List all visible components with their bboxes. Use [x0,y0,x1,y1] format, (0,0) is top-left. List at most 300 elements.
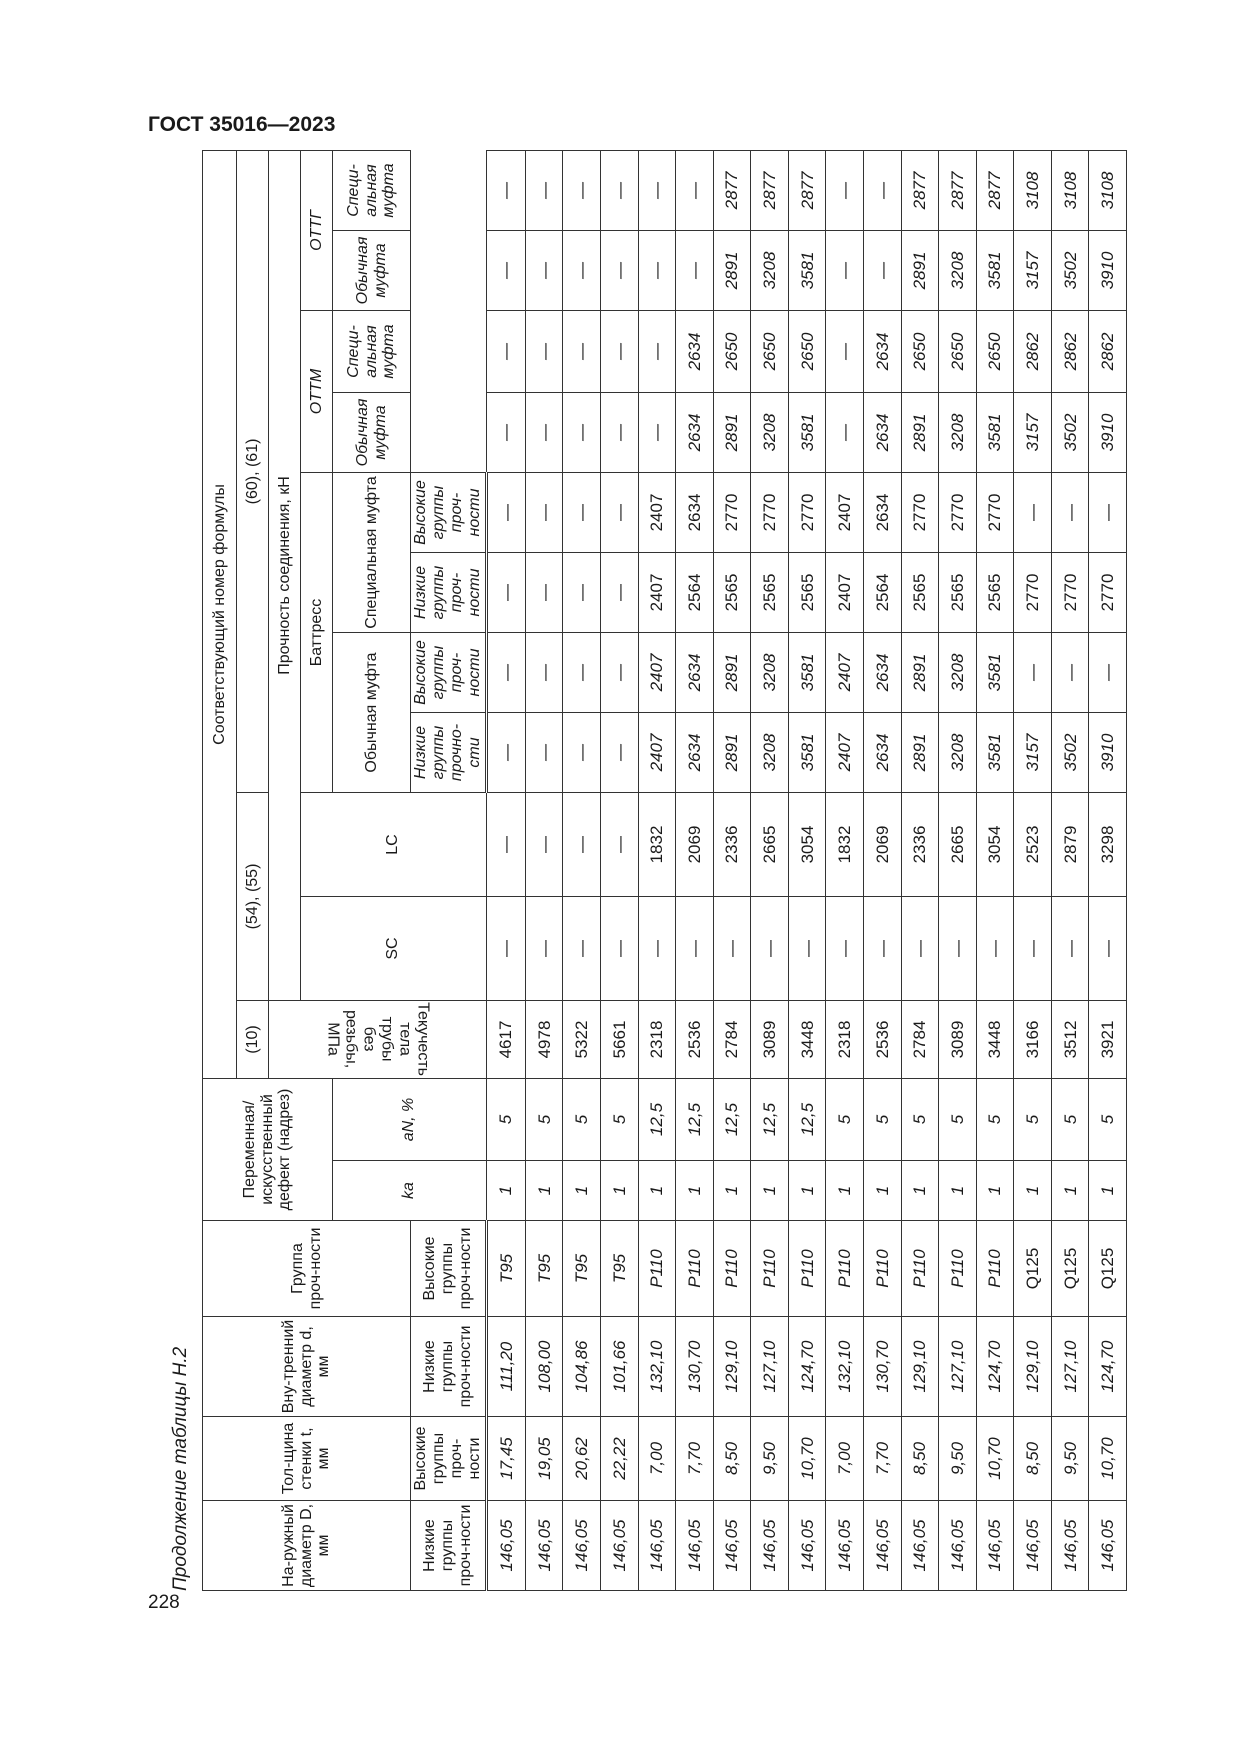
table-cell: 5 [486,1078,525,1160]
col-strength-group: Группа проч-ности [203,1221,411,1317]
table-cell: — [826,230,864,310]
table-cell: 19,05 [525,1417,563,1501]
col-an: aN, % [333,1078,487,1160]
table-cell: 2891 [713,632,751,712]
table-cell: P110 [638,1221,676,1317]
table-cell: 3921 [1089,1000,1127,1078]
col-ottg-regular-low: Низкие группы проч-ности [411,552,487,632]
table-cell: — [676,230,714,310]
table-cell: — [563,896,601,1000]
yield-label: Текучесть тела трубы без резьбы, МПа [324,1002,432,1076]
table-cell: 3502 [1051,712,1089,792]
table-cell: 2891 [713,230,751,310]
table-cell: 2879 [1051,792,1089,896]
table-cell: — [525,310,563,392]
table-cell: 2665 [751,792,789,896]
table-cell: 2770 [976,472,1014,552]
table-cell: 7,70 [863,1417,901,1501]
table-cell: 1 [826,1161,864,1221]
table-cell: T95 [525,1221,563,1317]
table-cell: 2336 [713,792,751,896]
table-cell: — [1014,896,1052,1000]
table-cell: 12,5 [751,1078,789,1160]
table-row [1089,150,1127,1590]
table-cell: 2650 [939,310,977,392]
table-cell: 146,05 [676,1501,714,1591]
table-cell: 5322 [563,1000,601,1078]
table-cell: 2862 [1014,310,1052,392]
table-cell: 130,70 [676,1317,714,1417]
table-cell: 2407 [826,632,864,712]
table-cell: 1 [788,1161,826,1221]
col-sc: SC [301,896,487,1000]
table-cell: — [525,792,563,896]
table-cell: — [563,230,601,310]
table-cell: 3166 [1014,1000,1052,1078]
table-cell: 2565 [901,552,939,632]
table-cell: 129,10 [1014,1317,1052,1417]
table-row [638,150,676,1590]
table-cell: — [601,392,639,472]
table-cell: 2565 [976,552,1014,632]
table-cell: 3089 [939,1000,977,1078]
table-cell: 2634 [863,310,901,392]
table-cell: 9,50 [751,1417,789,1501]
table-cell: 2650 [713,310,751,392]
table-cell: 10,70 [976,1417,1014,1501]
table-cell: 129,10 [901,1317,939,1417]
table-cell: 104,86 [563,1317,601,1417]
table-cell: 111,20 [486,1317,525,1417]
table-cell: — [486,230,525,310]
table-cell: 3448 [788,1000,826,1078]
table-cell: 2564 [676,552,714,632]
table-cell: 1832 [826,792,864,896]
table-cell: 17,45 [486,1417,525,1501]
table-cell: 2634 [863,472,901,552]
table-cell: — [486,712,525,792]
table-cell: 1 [1014,1161,1052,1221]
table-cell: — [1051,472,1089,552]
col-ottg-regular: Обычная муфта [333,230,411,310]
table-cell: 4617 [486,1000,525,1078]
table-cell: 2770 [1051,552,1089,632]
table-cell: 1 [601,1161,639,1221]
col-outer-diameter: На-ружный диаметр D, мм [203,1501,411,1591]
table-row [563,150,601,1590]
table-cell: 5 [939,1078,977,1160]
table-cell: 3910 [1089,392,1127,472]
table-cell: 3208 [751,712,789,792]
table-cell: — [601,896,639,1000]
table-cell: 2407 [826,552,864,632]
col-joint-strength: Прочность соединения, кН [269,150,301,1000]
table-cell: 3581 [788,632,826,712]
col-buttress-regular-low: Низкие группы проч-ности [411,1501,487,1591]
col-wall-thickness: Тол-щина стенки t, мм [203,1417,411,1501]
table-cell: 2770 [1089,552,1127,632]
table-cell: 2634 [863,712,901,792]
table-cell: 3581 [788,392,826,472]
table-cell: 2565 [751,552,789,632]
table-cell: 1 [901,1161,939,1221]
table-cell: — [525,230,563,310]
col-lc: LC [301,792,487,896]
table-cell: 1 [1089,1161,1127,1221]
table-cell: 146,05 [638,1501,676,1591]
table-row [525,150,563,1590]
col-ottg-special: Специ-альная муфта [333,150,411,230]
table-cell: 101,66 [601,1317,639,1417]
table-cell: — [863,230,901,310]
table-cell: 3581 [976,392,1014,472]
table-cell: 146,05 [1089,1501,1127,1591]
table-cell: 2784 [713,1000,751,1078]
table-cell: 108,00 [525,1317,563,1417]
table-cell: — [563,150,601,230]
table-cell: 146,05 [976,1501,1014,1591]
table-cell: P110 [826,1221,864,1317]
table-cell: 2770 [901,472,939,552]
table-cell: — [601,792,639,896]
table-row [826,150,864,1590]
table-cell: — [638,310,676,392]
table-cell: 3157 [1014,230,1052,310]
table-cell: 2318 [826,1000,864,1078]
table-cell: 5 [1051,1078,1089,1160]
table-cell: 2770 [1014,552,1052,632]
table-cell: — [525,392,563,472]
table-cell: 146,05 [486,1501,525,1591]
table-cell: 3208 [939,392,977,472]
table-cell: — [486,392,525,472]
table-cell: 2634 [863,632,901,712]
table-cell: 2565 [713,552,751,632]
table-cell: 146,05 [1014,1501,1052,1591]
table-cell: 3054 [788,792,826,896]
table-cell: 3108 [1014,150,1052,230]
table-cell: 3108 [1051,150,1089,230]
table-row [863,150,901,1590]
col-buttress-special-low: Низкие группы проч-ности [411,1317,487,1417]
table-cell: — [601,632,639,712]
table-cell: — [563,792,601,896]
table-cell: — [676,896,714,1000]
table-cell: — [601,472,639,552]
table-cell: 1 [563,1161,601,1221]
table-cell: 127,10 [939,1317,977,1417]
table-cell: 7,00 [826,1417,864,1501]
table-cell: 1 [486,1161,525,1221]
table-cell: 2770 [751,472,789,552]
table-cell: 1 [863,1161,901,1221]
table-cell: 3910 [1089,230,1127,310]
table-cell: — [601,712,639,792]
col-ottg: ОТТГ [301,150,333,310]
table-cell: 2407 [638,472,676,552]
table-body [486,150,1126,1590]
table-cell: P110 [788,1221,826,1317]
table-cell: 130,70 [863,1317,901,1417]
table-cell: 3448 [976,1000,1014,1078]
table-cell: 2862 [1051,310,1089,392]
table-cell: — [486,552,525,632]
table-cell: 146,05 [939,1501,977,1591]
table-cell: 2650 [901,310,939,392]
table-cell: 2634 [676,472,714,552]
table-caption: Продолжение таблицы Н.2 [170,1346,191,1591]
table-cell: 1 [939,1161,977,1221]
table-cell: — [638,150,676,230]
table-cell: P110 [713,1221,751,1317]
col-formula-60-61: (60), (61) [237,150,269,792]
table-cell: 3157 [1014,392,1052,472]
col-buttress-special: Специальная муфта [333,472,411,632]
page-number: 228 [148,1592,180,1613]
table-cell: — [486,792,525,896]
table-cell: — [525,632,563,712]
table-cell: 10,70 [788,1417,826,1501]
table-row [676,150,714,1590]
col-buttress-regular: Обычная муфта [333,632,411,792]
col-formula-10: (10) [237,1000,269,1078]
table-cell: 5 [901,1078,939,1160]
table-cell: T95 [601,1221,639,1317]
table-cell: P110 [901,1221,939,1317]
table-row [939,150,977,1590]
table-cell: 2877 [713,150,751,230]
table-cell: 2536 [676,1000,714,1078]
table-cell: 146,05 [826,1501,864,1591]
table-cell: 2665 [939,792,977,896]
table-cell: 2770 [939,472,977,552]
table-row [901,150,939,1590]
table-cell: 3208 [751,632,789,712]
table-cell: T95 [486,1221,525,1317]
table-cell: 5661 [601,1000,639,1078]
table-cell: 3157 [1014,712,1052,792]
table-cell: 1 [1051,1161,1089,1221]
table-cell: — [525,472,563,552]
table-cell: 146,05 [863,1501,901,1591]
table-cell: 20,62 [563,1417,601,1501]
table-cell: P110 [863,1221,901,1317]
table-cell: 127,10 [751,1317,789,1417]
table-cell: 2069 [676,792,714,896]
table-cell: 12,5 [638,1078,676,1160]
table-cell: — [1089,896,1127,1000]
table-cell: 2770 [713,472,751,552]
table-cell: 2069 [863,792,901,896]
table-cell: 1 [751,1161,789,1221]
table-cell: 3208 [751,230,789,310]
table-cell: 5 [826,1078,864,1160]
table-cell: — [1089,472,1127,552]
table-cell: Q125 [1051,1221,1089,1317]
table-cell: 3581 [976,632,1014,712]
table-cell: 22,22 [601,1417,639,1501]
table-cell: 3298 [1089,792,1127,896]
col-formula-54-55: (54), (55) [237,792,269,1000]
table-row [601,150,639,1590]
table-cell: 5 [601,1078,639,1160]
table-cell: 2891 [901,712,939,792]
table-cell: — [525,552,563,632]
table-cell: — [486,632,525,712]
col-inner-diameter: Вну-тренний диаметр d, мм [203,1317,411,1417]
table-row [486,150,525,1590]
table-cell: — [1014,632,1052,712]
table-cell: 132,10 [638,1317,676,1417]
table-cell: 2407 [826,712,864,792]
table-cell: — [1089,632,1127,712]
table-cell: — [863,896,901,1000]
table-cell: 8,50 [1014,1417,1052,1501]
rotated-table-area [168,163,1130,1591]
table-cell: 2407 [638,632,676,712]
table-cell: 129,10 [713,1317,751,1417]
table-cell: 10,70 [1089,1417,1127,1501]
table-cell: 124,70 [788,1317,826,1417]
table-cell: — [1051,896,1089,1000]
table-cell: P110 [939,1221,977,1317]
table-cell: 2634 [863,392,901,472]
table-cell: — [751,896,789,1000]
table-cell: 1 [976,1161,1014,1221]
table-cell: — [1051,632,1089,712]
col-buttress-special-high: Высокие группы проч-ности [411,1221,487,1317]
table-cell: 2650 [976,310,1014,392]
table-cell: — [638,392,676,472]
table-cell: — [563,552,601,632]
table-cell: 3581 [976,230,1014,310]
col-yield [269,1000,487,1078]
table-cell: 3208 [939,712,977,792]
table-cell: 2336 [901,792,939,896]
table-cell: 12,5 [788,1078,826,1160]
table-cell: 2407 [638,552,676,632]
table-cell: — [863,150,901,230]
table-cell: P110 [751,1221,789,1317]
table-cell: 3054 [976,792,1014,896]
table-cell: — [486,150,525,230]
table-cell: 2523 [1014,792,1052,896]
table-cell: 124,70 [976,1317,1014,1417]
table-cell: — [525,896,563,1000]
table-cell: 2891 [713,392,751,472]
table-cell: 5 [863,1078,901,1160]
col-ottm: ОТТМ [301,310,333,472]
table-cell: 2650 [751,310,789,392]
table-row [1014,150,1052,1590]
table-cell: 132,10 [826,1317,864,1417]
table-cell: 12,5 [713,1078,751,1160]
table-cell: 8,50 [713,1417,751,1501]
table-cell: — [486,896,525,1000]
table-cell: 2891 [713,712,751,792]
table-cell: 1 [525,1161,563,1221]
table-cell: — [601,310,639,392]
table-cell: 146,05 [713,1501,751,1591]
table-cell: 1832 [638,792,676,896]
table-cell: — [638,896,676,1000]
table-cell: 3208 [939,632,977,712]
col-ottm-regular-low: Низкие группы прочно-сти [411,712,487,792]
table-cell: 2407 [826,472,864,552]
table-cell: — [486,472,525,552]
table-cell: P110 [676,1221,714,1317]
table-cell: — [976,896,1014,1000]
table-cell: — [525,150,563,230]
col-formula-number: Соответствующий номер формулы [203,150,237,1078]
table-cell: 4978 [525,1000,563,1078]
table-cell: 146,05 [525,1501,563,1591]
table-cell: 2536 [863,1000,901,1078]
table-cell: — [601,230,639,310]
table-cell: — [1014,472,1052,552]
table-cell: 5 [563,1078,601,1160]
table-cell: 1 [713,1161,751,1221]
col-buttress: Баттресс [301,472,333,792]
table-cell: — [826,310,864,392]
table-cell: 2877 [751,150,789,230]
col-ottm-special: Специ-альная муфта [333,310,411,392]
table-cell: 3581 [788,712,826,792]
table-cell: 127,10 [1051,1317,1089,1417]
table-cell: — [901,896,939,1000]
table-cell: 2891 [901,632,939,712]
table-cell: 5 [976,1078,1014,1160]
table-cell: P110 [976,1221,1014,1317]
table-cell: — [601,552,639,632]
table-cell: 2565 [788,552,826,632]
table-cell: 2891 [901,230,939,310]
table-cell: — [563,712,601,792]
table-cell: 9,50 [939,1417,977,1501]
strength-table [202,150,1127,1591]
col-defect: Переменная/ искусственный дефект (надрез) [203,1078,333,1220]
table-cell: 2877 [901,150,939,230]
table-cell: — [563,392,601,472]
table-cell: 2634 [676,632,714,712]
table-cell: 2784 [901,1000,939,1078]
table-cell: — [601,150,639,230]
table-row [713,150,751,1590]
table-cell: — [826,896,864,1000]
table-cell: 7,00 [638,1417,676,1501]
table-row [751,150,789,1590]
table-cell: 3512 [1051,1000,1089,1078]
table-cell: 2634 [676,310,714,392]
table-cell: 3502 [1051,230,1089,310]
table-cell: — [486,310,525,392]
table-cell: 146,05 [1051,1501,1089,1591]
table-cell: 3208 [751,392,789,472]
table-cell: — [826,392,864,472]
table-cell: 3581 [976,712,1014,792]
table-cell: 146,05 [751,1501,789,1591]
col-ottg-special-high: Высокие группы проч-ности [411,472,487,552]
table-cell: — [826,150,864,230]
table-cell: 3581 [788,230,826,310]
table-cell: 146,05 [601,1501,639,1591]
table-cell: 9,50 [1051,1417,1089,1501]
table-cell: 146,05 [563,1501,601,1591]
table-cell: T95 [563,1221,601,1317]
table-cell: 2634 [676,392,714,472]
table-cell: 2770 [788,472,826,552]
table-cell: 2650 [788,310,826,392]
